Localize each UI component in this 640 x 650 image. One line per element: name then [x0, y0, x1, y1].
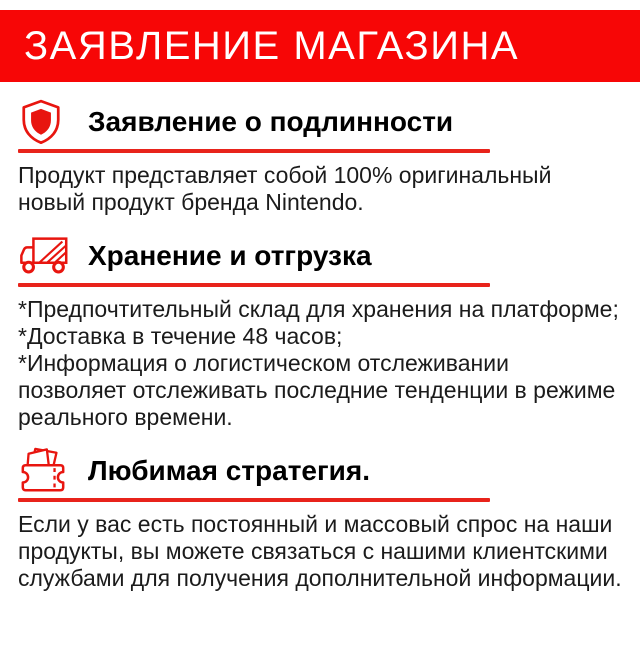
section-shipping: [18, 232, 622, 431]
section-authenticity-header: [18, 98, 622, 146]
body-paragraph: Если у вас есть постоянный и массовый спрос на наши продукты, вы можете связаться с нашими клиентскими службами для получения дополнительной информации.: [18, 511, 622, 591]
section-authenticity: [18, 98, 622, 216]
delivery-truck-icon: [18, 230, 74, 282]
section-shipping-header: [18, 232, 622, 280]
body-paragraph: Продукт представляет собой 100% оригинальный новый продукт бренда Nintendo.: [18, 162, 552, 215]
body-paragraph: *Предпочтительный склад для хранения на платформе;: [18, 296, 619, 322]
section-strategy-header: [18, 447, 622, 495]
banner-title: ЗАЯВЛЕНИЕ МАГАЗИНА: [24, 23, 520, 68]
content-area: [0, 98, 640, 592]
section-authenticity-body: [18, 162, 622, 216]
tickets-icon: [18, 445, 74, 497]
body-paragraph: *Доставка в течение 48 часов;: [18, 323, 343, 349]
heading-underline: [18, 149, 490, 153]
body-paragraph: *Информация о логистическом отслеживании позволяет отслеживать последние тенденции в режиме реального времени.: [18, 350, 616, 430]
heading-underline: [18, 498, 490, 502]
section-strategy: [18, 447, 622, 592]
section-authenticity-heading: Заявление о подлинности: [88, 106, 454, 137]
shield-icon: [18, 96, 74, 148]
section-strategy-body: [18, 511, 622, 592]
banner: [0, 10, 640, 82]
section-strategy-heading: Любимая стратегия.: [88, 455, 370, 486]
section-shipping-heading: Хранение и отгрузка: [88, 240, 372, 271]
store-statement-page: [0, 10, 640, 592]
heading-underline: [18, 283, 490, 287]
section-shipping-body: [18, 296, 622, 431]
